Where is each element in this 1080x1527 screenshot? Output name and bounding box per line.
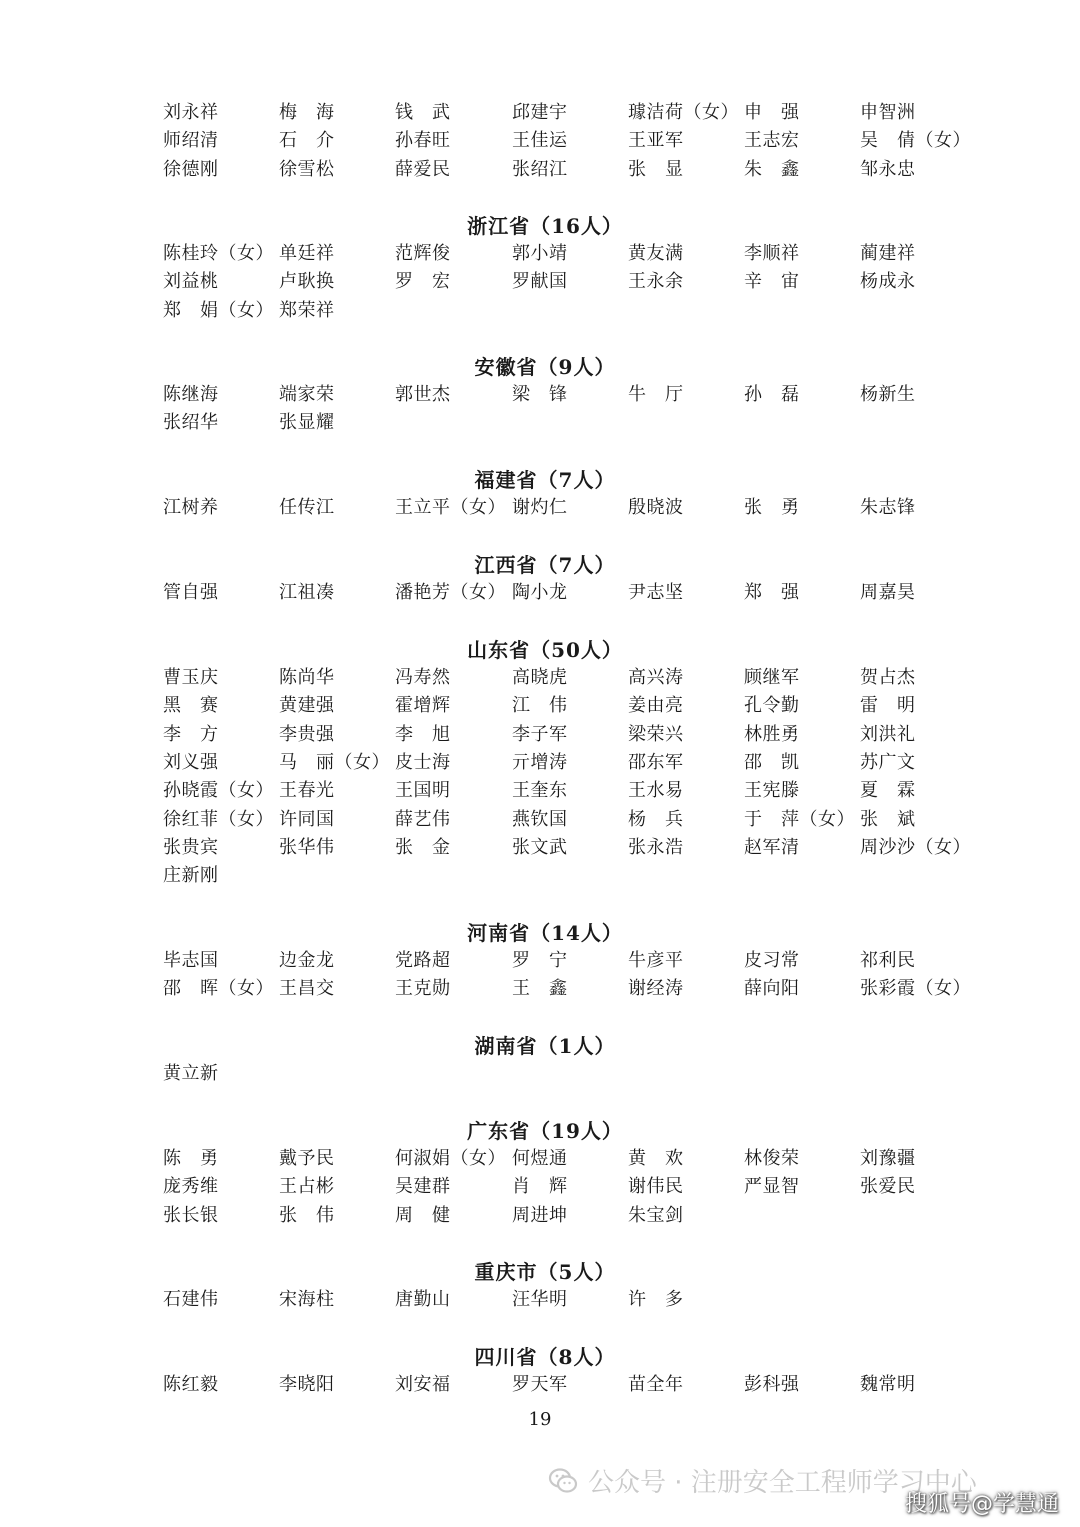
person-name: 申智洲 xyxy=(860,102,916,123)
person-name: 郭小靖 xyxy=(512,243,568,264)
person-name: 林胜勇 xyxy=(744,723,800,745)
person-name: 顾继军 xyxy=(744,667,800,688)
person-name: 卢耿换 xyxy=(279,271,335,293)
person-name: 江 伟 xyxy=(512,695,568,717)
person-name: 谢经涛 xyxy=(628,978,684,1000)
province-title: 广东省（19人） xyxy=(467,1119,623,1143)
person-name: 党路超 xyxy=(395,950,451,971)
person-name: 黄 欢 xyxy=(628,1148,684,1169)
person-name: 边金龙 xyxy=(279,950,335,971)
person-name: 孔令勤 xyxy=(744,695,800,717)
name-row xyxy=(0,268,1080,296)
person-name: 庞秀维 xyxy=(163,1176,219,1198)
person-name: 亓增涛 xyxy=(512,751,568,773)
person-name: 李 方 xyxy=(163,723,219,745)
page-number: 19 xyxy=(528,1409,552,1430)
person-name: 陈桂玲（女） xyxy=(163,243,274,264)
name-row xyxy=(0,240,1080,268)
person-name: 钱 武 xyxy=(395,102,451,123)
person-name: 郭世杰 xyxy=(395,384,451,405)
person-name: 王立平（女） xyxy=(395,497,506,518)
name-row xyxy=(0,834,1080,862)
person-name: 辛 宙 xyxy=(744,271,800,293)
person-name: 杨新生 xyxy=(860,384,916,405)
name-row xyxy=(0,1371,1080,1399)
name-row xyxy=(0,156,1080,184)
person-name: 张彩霞（女） xyxy=(860,978,971,1000)
person-name: 梁 锋 xyxy=(512,384,568,405)
person-name: 潘艳芳（女） xyxy=(395,582,506,603)
person-name: 范辉俊 xyxy=(395,243,451,264)
person-name: 高晓虎 xyxy=(512,667,568,688)
person-name: 王佳运 xyxy=(512,130,568,152)
person-name: 苏广文 xyxy=(860,751,916,773)
person-name: 戴予民 xyxy=(279,1148,335,1169)
person-name: 杨成永 xyxy=(860,271,916,293)
person-name: 刘安福 xyxy=(395,1374,451,1395)
person-name: 曹玉庆 xyxy=(163,667,219,688)
person-name: 王占彬 xyxy=(279,1176,335,1198)
name-row xyxy=(0,494,1080,522)
person-name: 朱 鑫 xyxy=(744,158,800,180)
name-row xyxy=(0,947,1080,975)
person-name: 王永余 xyxy=(628,271,684,293)
person-name: 张贵宾 xyxy=(163,836,219,858)
person-name: 高兴涛 xyxy=(628,667,684,688)
person-name: 徐德刚 xyxy=(163,158,219,180)
person-name: 张永浩 xyxy=(628,836,684,858)
watermark-text: 公众号 · 注册安全工程师学习中心 xyxy=(588,1468,977,1498)
person-name: 朱宝剑 xyxy=(628,1204,684,1226)
person-name: 许 多 xyxy=(628,1289,684,1310)
person-name: 王水易 xyxy=(628,780,684,802)
province-title: 浙江省（16人） xyxy=(467,214,623,238)
person-name: 宋海柱 xyxy=(279,1289,335,1310)
person-name: 王克勋 xyxy=(395,978,451,1000)
person-name: 罗 宁 xyxy=(512,950,568,971)
person-name: 蔺建祥 xyxy=(860,243,916,264)
person-name: 石建伟 xyxy=(163,1289,219,1310)
province-title: 山东省（50人） xyxy=(467,638,623,662)
name-row xyxy=(0,1173,1080,1201)
person-name: 璩洁荷（女） xyxy=(628,102,739,123)
person-name: 张绍华 xyxy=(163,412,219,434)
person-name: 罗天军 xyxy=(512,1374,568,1395)
person-name: 周沙沙（女） xyxy=(860,836,971,858)
person-name: 梅 海 xyxy=(279,102,335,123)
person-name: 郑 娟（女） xyxy=(163,299,274,321)
person-name: 皮士海 xyxy=(395,751,451,773)
person-name: 于 萍（女） xyxy=(744,808,855,830)
person-name: 燕钦国 xyxy=(512,808,568,830)
person-name: 师绍清 xyxy=(163,130,219,152)
person-name: 石 介 xyxy=(279,130,335,152)
province-title: 安徽省（9人） xyxy=(474,355,616,379)
person-name: 徐雪松 xyxy=(279,158,335,180)
person-name: 孙 磊 xyxy=(744,384,800,405)
person-name: 雷 明 xyxy=(860,695,916,717)
person-name: 谢灼仁 xyxy=(512,497,568,518)
person-name: 陈尚华 xyxy=(279,667,335,688)
person-name: 李顺祥 xyxy=(744,243,800,264)
person-name: 张显耀 xyxy=(279,412,335,434)
name-row xyxy=(0,721,1080,749)
person-name: 李晓阳 xyxy=(279,1374,335,1395)
person-name: 江树养 xyxy=(163,497,219,518)
province-title: 湖南省（1人） xyxy=(474,1034,616,1058)
name-row xyxy=(0,664,1080,692)
person-name: 陶小龙 xyxy=(512,582,568,603)
person-name: 郑荣祥 xyxy=(279,299,335,321)
province-title: 江西省（7人） xyxy=(474,553,616,577)
person-name: 王国明 xyxy=(395,780,451,802)
person-name: 王志宏 xyxy=(744,130,800,152)
person-name: 周 健 xyxy=(395,1204,451,1226)
person-name: 单廷祥 xyxy=(279,243,335,264)
person-name: 邱建宇 xyxy=(512,102,568,123)
name-row xyxy=(0,1202,1080,1230)
person-name: 张华伟 xyxy=(279,836,335,858)
person-name: 刘永祥 xyxy=(163,102,219,123)
person-name: 牛 厅 xyxy=(628,384,684,405)
person-name: 黄友满 xyxy=(628,243,684,264)
name-row xyxy=(0,862,1080,890)
name-row xyxy=(0,1286,1080,1314)
person-name: 张 伟 xyxy=(279,1204,335,1226)
person-name: 张爱民 xyxy=(860,1176,916,1198)
person-name: 王 鑫 xyxy=(512,978,568,1000)
name-row xyxy=(0,806,1080,834)
person-name: 周嘉昊 xyxy=(860,582,916,603)
person-name: 何煜通 xyxy=(512,1148,568,1169)
person-name: 姜由亮 xyxy=(628,695,684,717)
person-name: 张 勇 xyxy=(744,497,800,518)
person-name: 谢伟民 xyxy=(628,1176,684,1198)
person-name: 王昌交 xyxy=(279,978,335,1000)
person-name: 李子军 xyxy=(512,723,568,745)
name-row xyxy=(0,1060,1080,1088)
person-name: 苗全年 xyxy=(628,1374,684,1395)
person-name: 孙春旺 xyxy=(395,130,451,152)
person-name: 任传江 xyxy=(279,497,335,518)
person-name: 尹志坚 xyxy=(628,582,684,603)
person-name: 薛爱民 xyxy=(395,158,451,180)
person-name: 王亚军 xyxy=(628,130,684,152)
person-name: 陈红毅 xyxy=(163,1374,219,1395)
person-name: 马 丽（女） xyxy=(279,751,390,773)
province-title: 福建省（7人） xyxy=(474,468,616,492)
person-name: 霍增辉 xyxy=(395,695,451,717)
person-name: 许同国 xyxy=(279,808,335,830)
person-name: 周进坤 xyxy=(512,1204,568,1226)
person-name: 郑 强 xyxy=(744,582,800,603)
province-title: 四川省（8人） xyxy=(474,1345,616,1369)
person-name: 王春光 xyxy=(279,780,335,802)
person-name: 邵 晖（女） xyxy=(163,978,274,1000)
person-name: 罗 宏 xyxy=(395,271,451,293)
person-name: 彭科强 xyxy=(744,1374,800,1395)
province-title: 重庆市（5人） xyxy=(474,1260,616,1284)
person-name: 张 斌 xyxy=(860,808,916,830)
person-name: 张长银 xyxy=(163,1204,219,1226)
name-row xyxy=(0,749,1080,777)
name-row xyxy=(0,99,1080,127)
sohu-watermark: 搜狐号@学慧通 xyxy=(905,1492,1060,1517)
person-name: 黑 赛 xyxy=(163,695,219,717)
name-row xyxy=(0,381,1080,409)
person-name: 徐红菲（女） xyxy=(163,808,274,830)
name-row xyxy=(0,297,1080,325)
person-name: 严显智 xyxy=(744,1176,800,1198)
person-name: 孙晓霞（女） xyxy=(163,780,274,802)
province-title: 河南省（14人） xyxy=(467,921,623,945)
person-name: 吴建群 xyxy=(395,1176,451,1198)
person-name: 刘益桃 xyxy=(163,271,219,293)
person-name: 邵东军 xyxy=(628,751,684,773)
person-name: 吴 倩（女） xyxy=(860,130,971,152)
name-row xyxy=(0,777,1080,805)
person-name: 申 强 xyxy=(744,102,800,123)
person-name: 张绍江 xyxy=(512,158,568,180)
person-name: 汪华明 xyxy=(512,1289,568,1310)
person-name: 朱志锋 xyxy=(860,497,916,518)
person-name: 梁荣兴 xyxy=(628,723,684,745)
person-name: 张 显 xyxy=(628,158,684,180)
person-name: 庄新刚 xyxy=(163,865,219,887)
person-name: 殷晓波 xyxy=(628,497,684,518)
name-row xyxy=(0,692,1080,720)
person-name: 毕志国 xyxy=(163,950,219,971)
person-name: 李 旭 xyxy=(395,723,451,745)
person-name: 祁利民 xyxy=(860,950,916,971)
person-name: 夏 霖 xyxy=(860,780,916,802)
person-name: 皮习常 xyxy=(744,950,800,971)
person-name: 江祖凑 xyxy=(279,582,335,603)
person-name: 管自强 xyxy=(163,582,219,603)
person-name: 赵军清 xyxy=(744,836,800,858)
name-row xyxy=(0,1145,1080,1173)
person-name: 陈继海 xyxy=(163,384,219,405)
person-name: 贺占杰 xyxy=(860,667,916,688)
person-name: 冯寿然 xyxy=(395,667,451,688)
person-name: 牛彦平 xyxy=(628,950,684,971)
person-name: 张文武 xyxy=(512,836,568,858)
name-row xyxy=(0,579,1080,607)
person-name: 林俊荣 xyxy=(744,1148,800,1169)
person-name: 唐勤山 xyxy=(395,1289,451,1310)
person-name: 刘义强 xyxy=(163,751,219,773)
person-name: 薛向阳 xyxy=(744,978,800,1000)
person-name: 刘豫疆 xyxy=(860,1148,916,1169)
person-name: 王宪滕 xyxy=(744,780,800,802)
person-name: 罗献国 xyxy=(512,271,568,293)
person-name: 李贵强 xyxy=(279,723,335,745)
person-name: 薛艺伟 xyxy=(395,808,451,830)
person-name: 黄建强 xyxy=(279,695,335,717)
name-row xyxy=(0,409,1080,437)
person-name: 王奎东 xyxy=(512,780,568,802)
person-name: 邹永忠 xyxy=(860,158,916,180)
person-name: 邵 凯 xyxy=(744,751,800,773)
name-row xyxy=(0,127,1080,155)
wechat-icon xyxy=(548,1466,578,1496)
person-name: 杨 兵 xyxy=(628,808,684,830)
person-name: 张 金 xyxy=(395,836,451,858)
person-name: 肖 辉 xyxy=(512,1176,568,1198)
person-name: 陈 勇 xyxy=(163,1148,219,1169)
person-name: 刘洪礼 xyxy=(860,723,916,745)
person-name: 何淑娟（女） xyxy=(395,1148,506,1169)
person-name: 端家荣 xyxy=(279,384,335,405)
person-name: 黄立新 xyxy=(163,1063,219,1084)
person-name: 魏常明 xyxy=(860,1374,916,1395)
name-row xyxy=(0,975,1080,1003)
